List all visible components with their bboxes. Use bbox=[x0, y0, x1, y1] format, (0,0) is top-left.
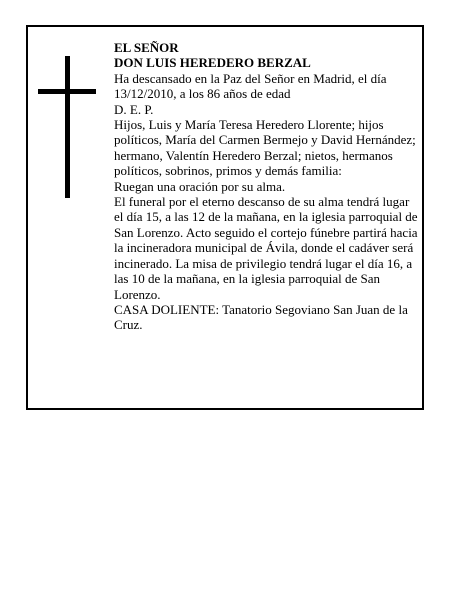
funeral-details: El funeral por el eterno descanso de su alma tendrá lugar el día 15, a las 12 de la mañana, en la iglesia parroquial de San Lorenzo. Acto seguido el cortejo fúnebre partirá hacia la incineradora municipal de Ávila, donde el cadáver será incinerado. La misa de privilegio tendrá lugar el día 16, a las 10 de la mañana, en la iglesia parroquial de San Lorenzo. bbox=[114, 194, 418, 302]
rip-line: D. E. P. bbox=[114, 101, 154, 117]
notice-text bbox=[114, 40, 418, 333]
cross-icon bbox=[38, 56, 96, 198]
cross-vertical-bar bbox=[65, 56, 70, 198]
family-list: Hijos, Luis y María Teresa Heredero Llorente; hijos políticos, María del Carmen Bermejo y David Hernández; hermano, Valentín Heredero Berzal; nietos, hermanos políticos, sobrinos, primos y demás familia: bbox=[114, 117, 416, 179]
deceased-name: DON LUIS HEREDERO BERZAL bbox=[114, 55, 311, 71]
prayer-request: Ruegan una oración por su alma. bbox=[114, 178, 286, 194]
mourning-house: CASA DOLIENTE: Tanatorio Segoviano San Juan de la Cruz. bbox=[114, 301, 408, 333]
obituary-notice bbox=[26, 25, 424, 410]
death-announcement: Ha descansado en la Paz del Señor en Madrid, el día 13/12/2010, a los 86 años de edad bbox=[114, 70, 387, 102]
heading-title: EL SEÑOR bbox=[114, 40, 179, 55]
cross-horizontal-bar bbox=[38, 89, 96, 94]
